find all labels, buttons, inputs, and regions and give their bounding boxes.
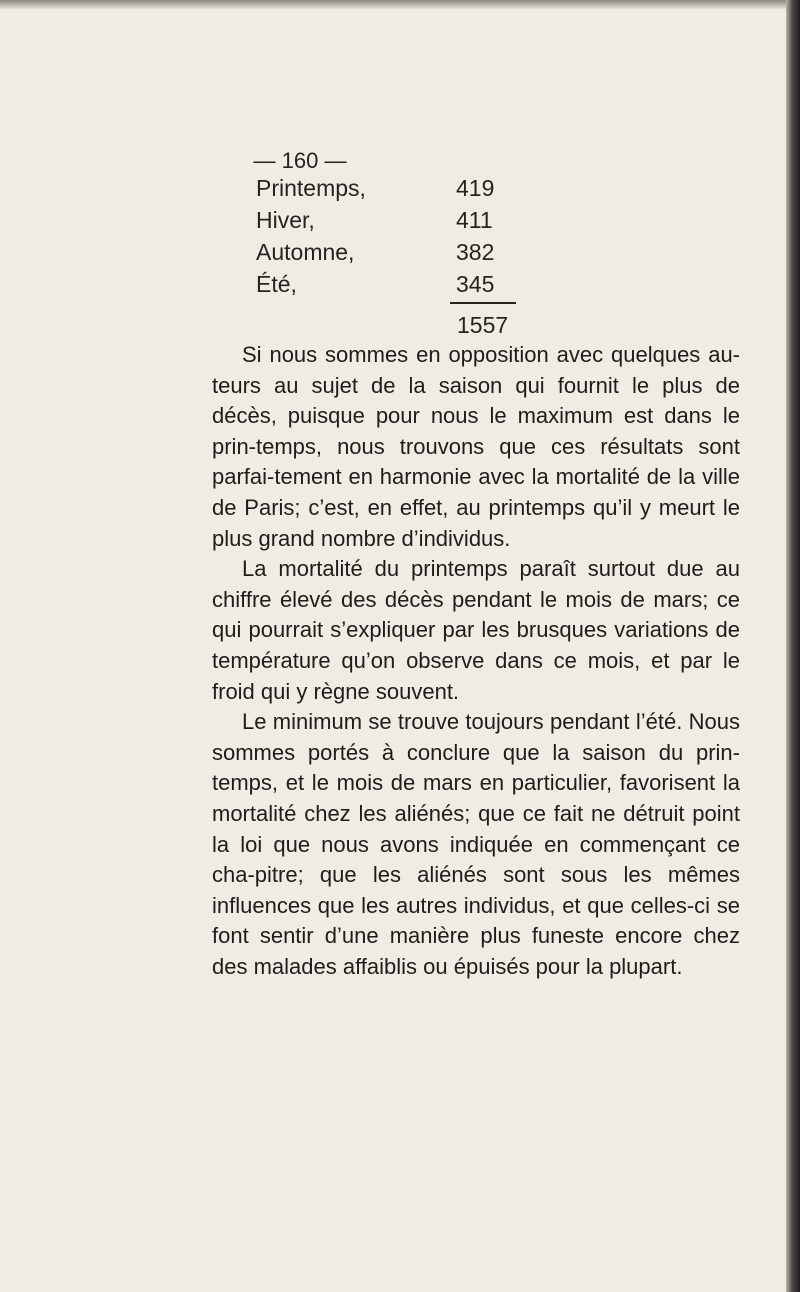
- season-label: Été,: [256, 271, 297, 297]
- table-row: [256, 236, 576, 268]
- paragraph-1: Si nous sommes en opposition avec quelques au-teurs au sujet de la saison qui fournit le plus de décès, puisque pour nous le maximum est dans le prin-temps, nous trouvons que ces résultats sont parfai-tement en harmonie avec la mortalité de la ville de Paris; c’est, en effet, au printemps qu’il y meurt le plus grand nombre d’individus.: [212, 342, 740, 551]
- season-deaths-table: [256, 172, 576, 338]
- paragraph-3: Le minimum se trouve toujours pendant l’été. Nous sommes portés à conclure que la saison du prin-temps, et le mois de mars en particulier, favorisent la mortalité chez les aliénés; que ce fait ne détruit point la loi que nous avons indiquée en commençant ce cha-pitre; que les aliénés sont sous les mêmes influences que les autres individus, et que celles-ci se font sentir d’une manière plus funeste encore chez des malades affaiblis ou épuisés pour la plupart.: [212, 709, 740, 979]
- death-count: 345: [456, 271, 495, 297]
- death-count: 419: [456, 175, 495, 201]
- table-row: [256, 204, 576, 236]
- table-row: [256, 268, 576, 300]
- total-count: 1557: [457, 312, 509, 338]
- body-text: [212, 340, 740, 982]
- death-count: 382: [456, 239, 495, 265]
- season-label: Printemps,: [256, 175, 366, 201]
- page-number: — 160 —: [253, 148, 347, 173]
- paragraph-2: La mortalité du printemps paraît surtout due au chiffre élevé des décès pendant le mois de mars; ce qui pourrait s’expliquer par les brusques variations de température qu’on observe dans ce mois, et par le froid qui y règne souvent.: [212, 556, 740, 704]
- season-label: Automne,: [256, 239, 355, 265]
- page-top-shadow: [0, 0, 800, 10]
- binding-edge: [786, 0, 800, 1292]
- sum-rule: [450, 302, 516, 304]
- death-count: 411: [456, 207, 493, 233]
- table-row: [256, 172, 576, 204]
- season-label: Hiver,: [256, 207, 315, 233]
- bleed-through-texture: [236, 1048, 756, 1078]
